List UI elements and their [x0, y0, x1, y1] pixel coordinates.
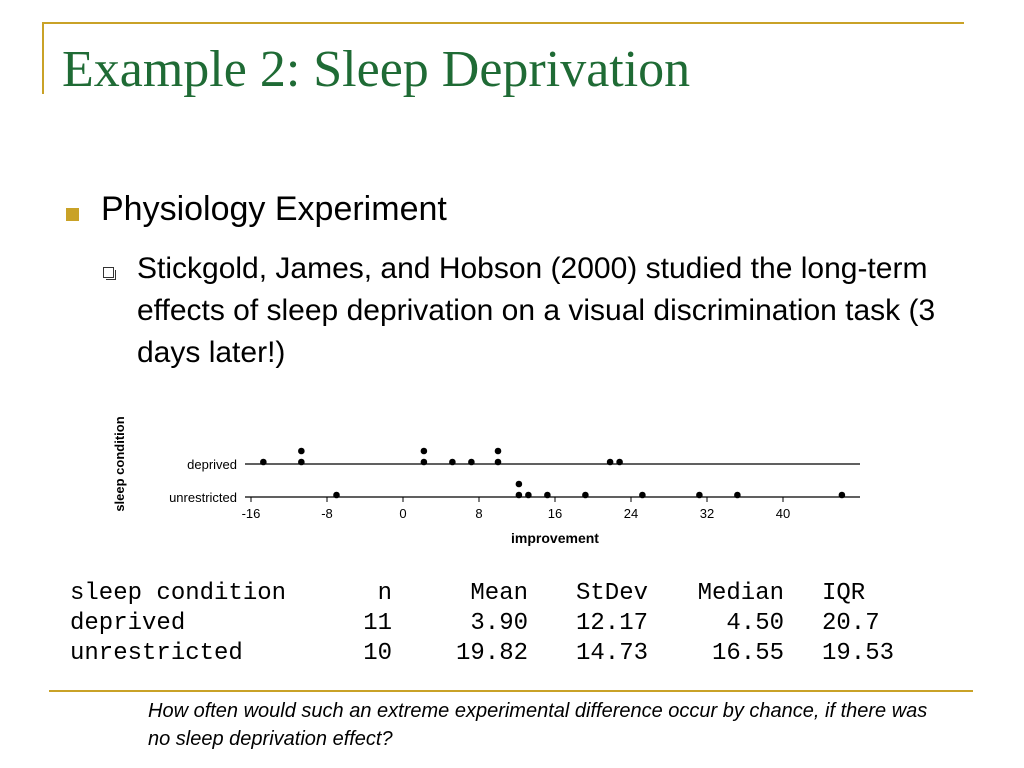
header-cell: StDev [575, 579, 648, 607]
x-tick-label: 24 [623, 506, 639, 521]
bottom-divider-rule [49, 690, 973, 692]
bullet-heading: Physiology Experiment [101, 190, 447, 228]
sub-bullet-note: (3 days later!) [137, 294, 936, 369]
table-cell: 11 [363, 609, 392, 637]
x-tick-label: 32 [699, 506, 715, 521]
x-tick-label: 40 [775, 506, 791, 521]
x-tick-label: 8 [475, 506, 483, 521]
data-point [495, 459, 502, 466]
header-cell: Mean [470, 579, 528, 607]
table-cell: 10 [363, 639, 392, 667]
data-point [495, 448, 502, 455]
table-cell: 4.50 [726, 609, 784, 637]
data-point [516, 481, 523, 488]
header-cell: IQR [822, 579, 866, 607]
data-point [333, 492, 340, 499]
data-point [449, 459, 456, 466]
table-row [70, 638, 942, 668]
square-bullet-icon [66, 208, 79, 221]
data-point [525, 492, 532, 499]
table-cell: unrestricted [70, 639, 243, 667]
category-label: deprived [187, 457, 237, 472]
data-point [734, 492, 741, 499]
x-tick-label: -8 [321, 506, 333, 521]
table-header-row [70, 578, 942, 608]
x-tick-label: -16 [241, 506, 261, 521]
table-cell: 14.73 [575, 639, 648, 667]
hollow-square-bullet-icon [103, 267, 114, 278]
x-tick-label: 16 [547, 506, 563, 521]
table-cell: deprived [70, 609, 186, 637]
header-cell: n [377, 579, 392, 607]
data-point [639, 492, 646, 499]
data-point [839, 492, 846, 499]
table-cell: 3.90 [470, 609, 528, 637]
category-label: unrestricted [169, 490, 237, 505]
table-cell: 12.17 [575, 609, 648, 637]
data-point [421, 459, 428, 466]
table-cell: 16.55 [711, 639, 784, 667]
sub-bullet-body: Stickgold, James, and Hobson (2000) studied the long-term effects of sleep deprivation on a visual discrimination task [137, 252, 928, 327]
left-border-rule [42, 22, 44, 94]
table-row [70, 608, 942, 638]
data-point [516, 492, 523, 499]
data-point [260, 459, 267, 466]
dot-plot [100, 392, 880, 560]
x-axis-title: improvement [511, 530, 599, 546]
data-point [582, 492, 589, 499]
data-point [616, 459, 623, 466]
data-point [544, 492, 551, 499]
x-tick-label: 0 [399, 506, 407, 521]
data-point [607, 459, 614, 466]
top-border-rule [42, 22, 964, 24]
table-cell: 20.7 [822, 609, 880, 637]
data-point [298, 459, 305, 466]
slide-title: Example 2: Sleep Deprivation [62, 41, 691, 98]
y-axis-title: sleep condition [112, 416, 127, 512]
table-cell: 19.82 [455, 639, 528, 667]
data-point [421, 448, 428, 455]
header-cell: Median [697, 579, 784, 607]
data-point [468, 459, 475, 466]
table-cell: 19.53 [822, 639, 895, 667]
data-point [298, 448, 305, 455]
summary-stats-table [70, 578, 942, 668]
data-point [696, 492, 703, 499]
sub-bullet-text [137, 248, 997, 374]
question-text: How often would such an extreme experimental difference occur by chance, if there was no sleep deprivation effect? [148, 700, 928, 750]
header-cell: sleep condition [70, 579, 287, 607]
